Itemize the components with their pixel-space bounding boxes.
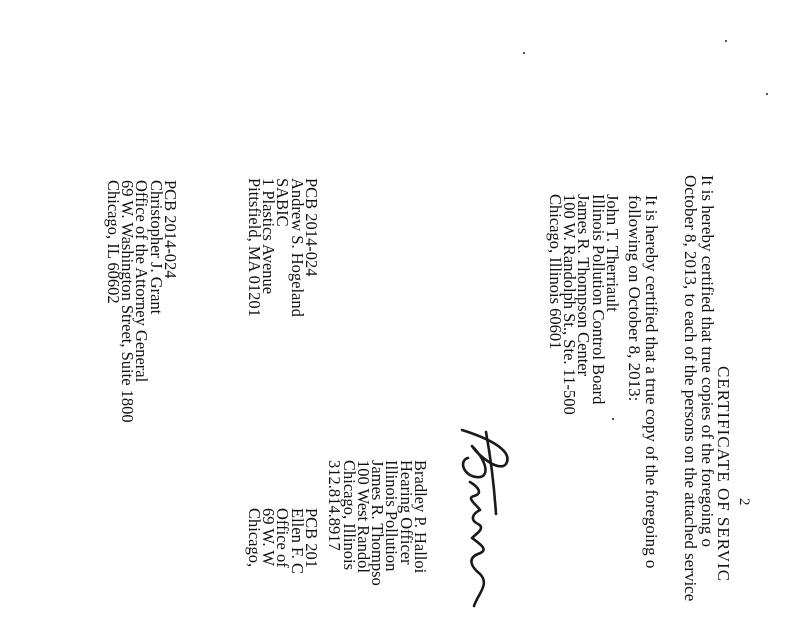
address-line: Chicago, IL 60602 [103, 180, 123, 304]
address-line: Bradley P. Halloi [411, 460, 430, 574]
address-line: 100 W. Randolph St., Ste. 11-500 [560, 194, 580, 415]
address-line: PCB 2014-024 [161, 180, 180, 279]
scan-speck [725, 40, 727, 42]
scan-speck [612, 418, 614, 420]
paragraph-line: October 8, 2013, to each of the persons on the attached service [681, 175, 700, 602]
address-line: 69 W. Washington Street, Suite 1800 [118, 180, 138, 423]
hearing-officer-block [325, 460, 430, 586]
address-line: James R. Thompson Center [574, 194, 594, 377]
page-number: 2 [736, 498, 752, 506]
scan-speck [766, 93, 768, 95]
paragraph-line: It is hereby certified that true copies of the foregoing o [698, 175, 717, 547]
address-line: Illinois Pollution [382, 460, 402, 572]
address-line: Pittsfield, MA 01201 [244, 178, 264, 317]
clerk-address-block [545, 194, 622, 415]
document-title: CERTIFICATE OF SERVIC [714, 366, 733, 583]
address-line: Office of the Attorney General [132, 180, 152, 383]
paragraph-line: It is hereby certified that a true copy of the foregoing o [642, 195, 661, 569]
address-line: Chicago, Illinois [339, 460, 359, 570]
scan-speck [523, 52, 525, 54]
address-line: Hearing Officer [396, 460, 416, 565]
address-line: 1 Plastics Avenue [259, 178, 279, 295]
handwritten-signature [448, 424, 520, 624]
service-list-sabic [244, 178, 321, 317]
address-line: John T. Therriault [603, 194, 622, 312]
service-list-attorney-general [103, 180, 180, 423]
address-line: Ellen F. C [287, 508, 307, 575]
address-line: Christopher J. Grant [146, 180, 166, 315]
address-line: Office of [273, 508, 293, 568]
address-line: SABIC [273, 178, 293, 227]
address-line: 312.814.8917 [325, 460, 345, 551]
address-line: Illinois Pollution Control Board [588, 194, 608, 405]
address-line: 69 W. W [259, 508, 279, 566]
address-line: PCB 201 [302, 508, 321, 569]
address-line: 100 West Randol [353, 460, 373, 573]
address-line: Chicago, Illinois 60601 [545, 194, 565, 350]
address-line: PCB 2014-024 [302, 178, 321, 277]
certification-paragraph-2 [626, 195, 660, 568]
address-line: Andrew S. Hogeland [287, 178, 307, 317]
address-line: James R. Thompso [368, 460, 388, 586]
address-line: Chicago, [244, 508, 264, 568]
certification-paragraph-1 [682, 175, 716, 601]
service-list-epa [244, 508, 321, 575]
paragraph-line: following on October 8, 2013: [625, 195, 644, 402]
